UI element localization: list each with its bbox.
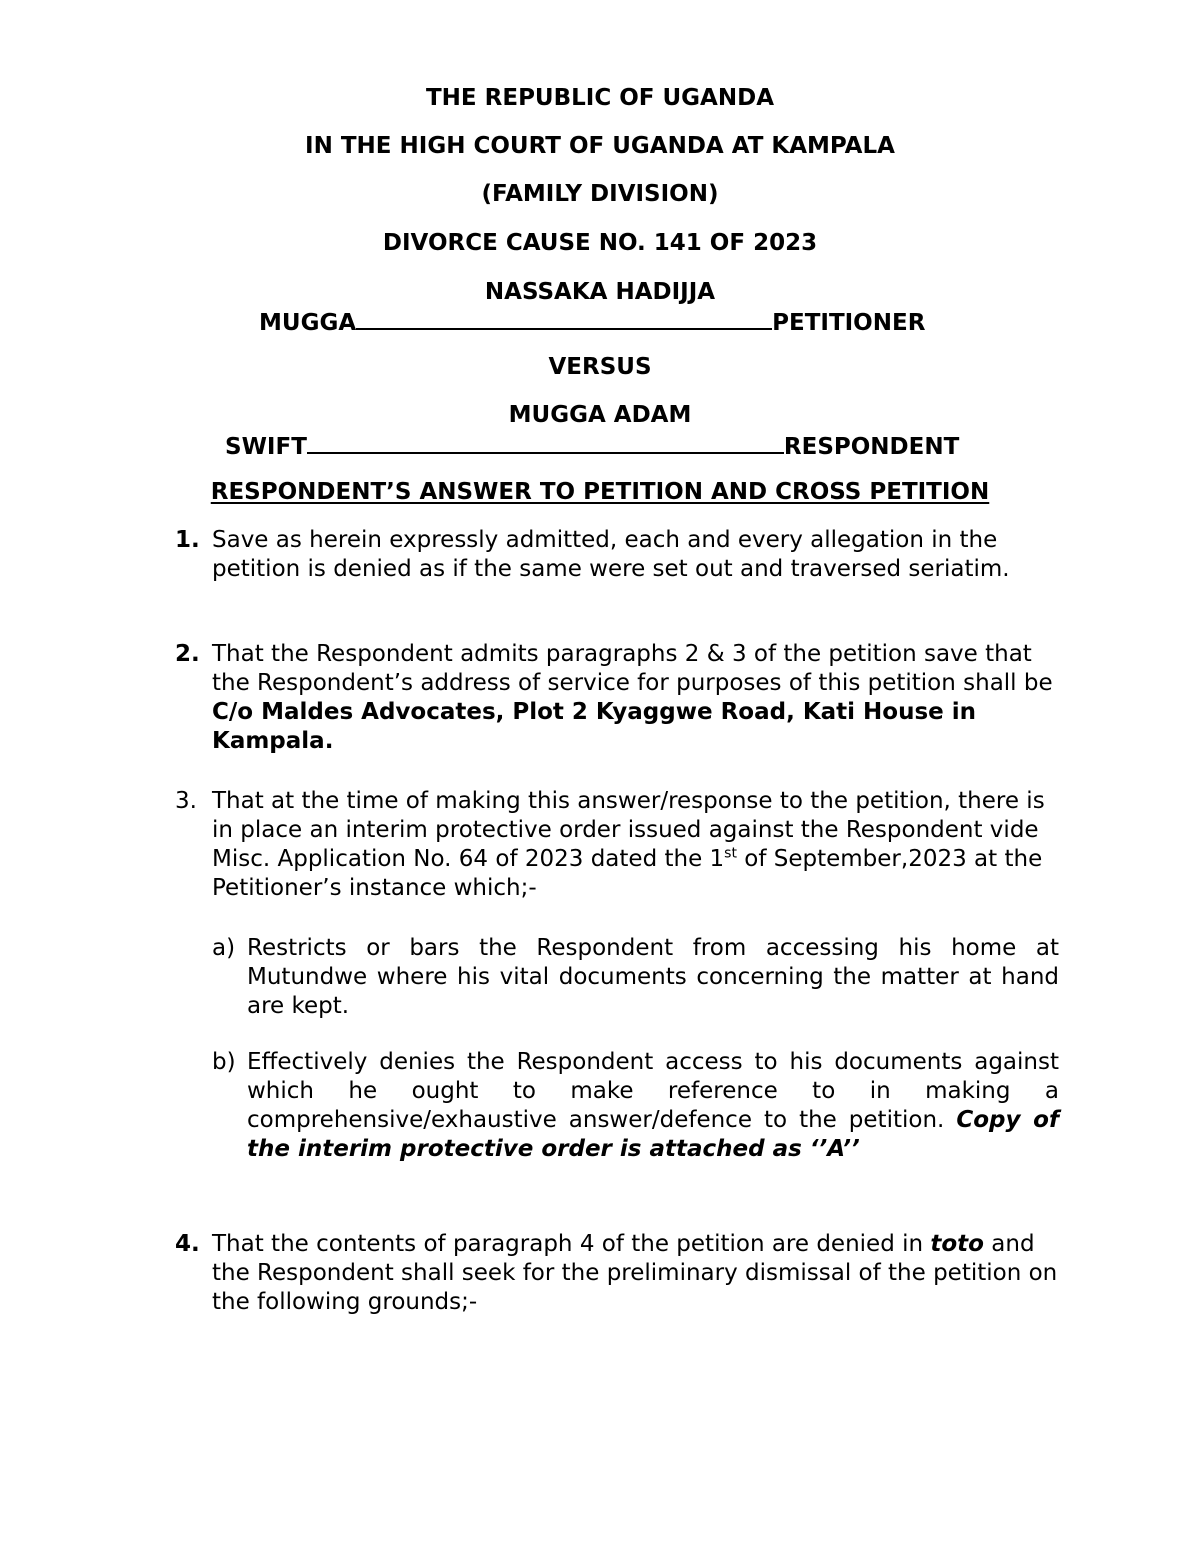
document-title (0, 478, 1200, 506)
subitem-a-label: a) (212, 935, 236, 961)
document-title-text: RESPONDENT’S ANSWER TO PETITION AND CROSS PETITION (210, 479, 990, 505)
paragraph-1-text: Save as herein expressly admitted, each and every allegation in the petition is denied as if the same were set out and traversed seriatim. (212, 527, 1010, 582)
case-number-heading: DIVORCE CAUSE NO. 141 OF 2023 (382, 230, 818, 256)
respondent-name-line2: SWIFT (225, 434, 307, 460)
paragraph-2-text (212, 640, 1062, 756)
paragraph-4-number: 4. (175, 1231, 200, 1257)
paragraph-3-superscript: st (724, 845, 737, 862)
division-heading: (FAMILY DIVISION) (481, 181, 719, 207)
paragraph-4-body-a: That the contents of paragraph 4 of the petition are denied in (212, 1231, 931, 1257)
paragraph-2-body: That the Respondent admits paragraphs 2 & 3 of the petition save that the Respondent’s address of service for purposes of this petition shall be (212, 641, 1053, 696)
petitioner-name-line1: NASSAKA HADIJJA (484, 279, 716, 305)
respondent-underline (307, 430, 784, 454)
petitioner-name-line2: MUGGA (259, 310, 357, 336)
paragraph-2-number: 2. (175, 641, 200, 667)
respondent-line (225, 430, 959, 461)
paragraph-2-address: C/o Maldes Advocates, Plot 2 Kyaggwe Road, Kati House in Kampala. (212, 699, 977, 754)
paragraph-3-text (212, 787, 1062, 903)
versus-label: VERSUS (548, 354, 652, 380)
paragraph-3-number: 3. (175, 788, 197, 814)
petitioner-underline (356, 306, 772, 330)
petitioner-line (259, 306, 925, 337)
court-republic-heading: THE REPUBLIC OF UGANDA (425, 85, 774, 111)
petitioner-role: PETITIONER (772, 310, 926, 336)
subitem-b-body: Effectively denies the Respondent access to his documents against which he ought to make reference to in making a comprehensive/exhaustive answer/defence to the petition. (247, 1049, 1059, 1133)
respondent-name-line1: MUGGA ADAM (508, 402, 692, 428)
subitem-b-attachment-note: Copy of the interim protective order is attached as ‘’A’’ (247, 1107, 1059, 1162)
court-name-heading: IN THE HIGH COURT OF UGANDA AT KAMPALA (305, 133, 895, 159)
paragraph-3-body-b: of September,2023 at the Petitioner’s instance which;- (212, 846, 1043, 901)
paragraph-3-body-a: That at the time of making this answer/response to the petition, there is in place an interim protective order issued against the Respondent vide Misc. Application No. 64 of 2023 dated the 1 (212, 788, 1045, 872)
subitem-a-text: Restricts or bars the Respondent from accessing his home at Mutundwe where his vital documents concerning the matter at hand are kept. (247, 935, 1059, 1019)
subitem-b-label: b) (212, 1049, 236, 1075)
subitem-b-text (247, 1048, 1059, 1164)
paragraph-4-text (212, 1230, 1062, 1317)
paragraph-1-number: 1. (175, 527, 200, 553)
paragraph-4-body-b: and the Respondent shall seek for the preliminary dismissal of the petition on the following grounds;- (212, 1231, 1058, 1315)
respondent-role: RESPONDENT (783, 434, 960, 460)
paragraph-4-toto: toto (930, 1231, 984, 1257)
